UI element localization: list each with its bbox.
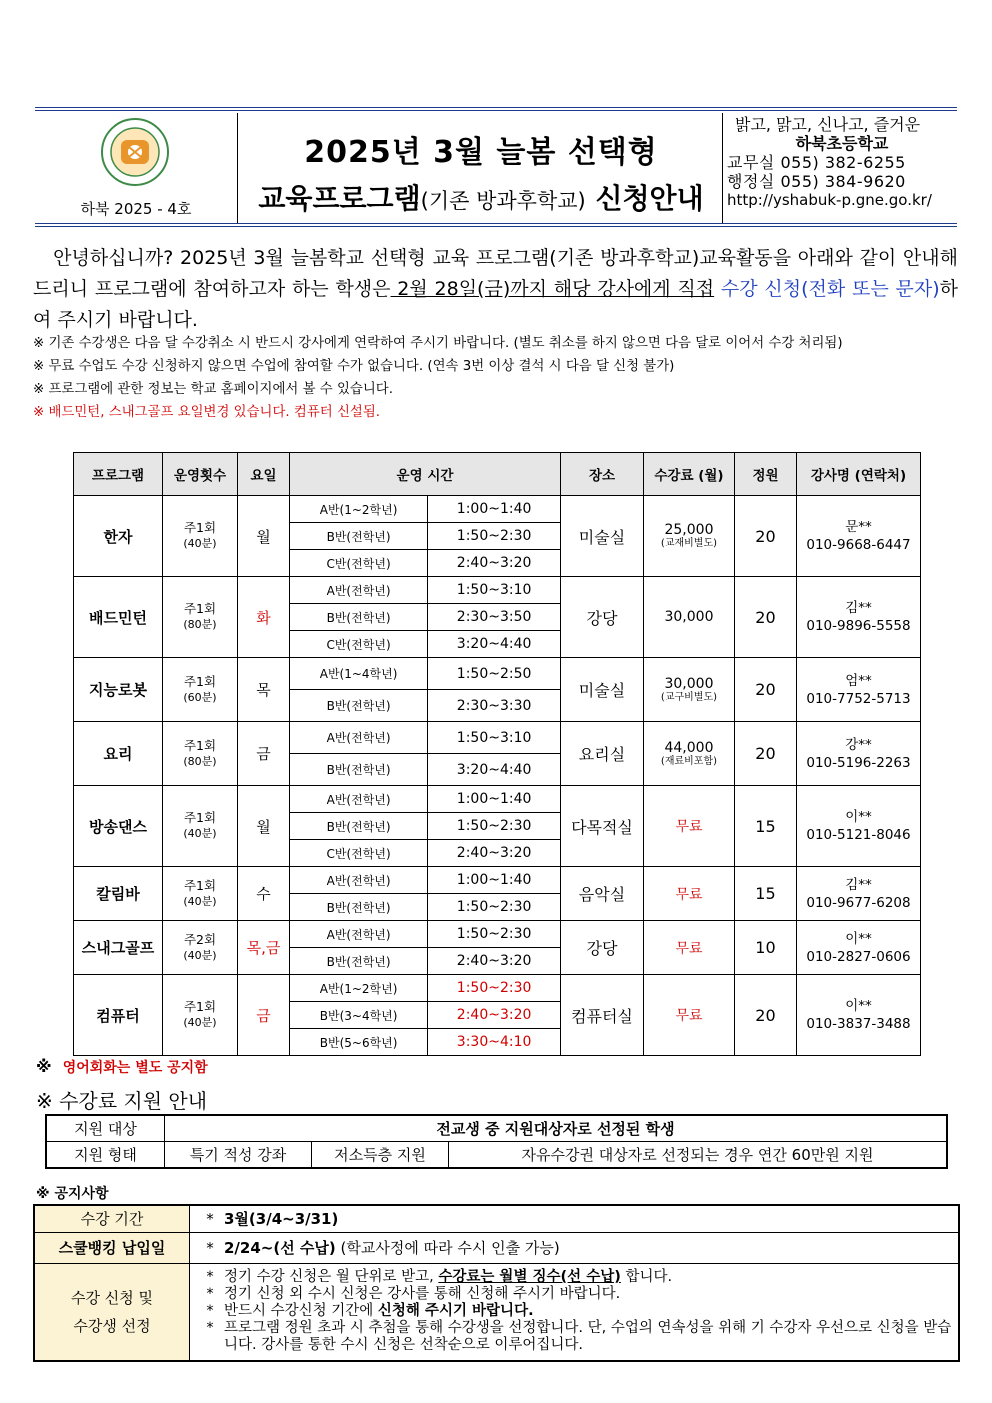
class-group: B반(전학년)	[290, 813, 428, 840]
table-row	[74, 496, 921, 523]
class-time: 1:50~2:30	[428, 921, 561, 948]
duration-label: (40분)	[183, 1016, 217, 1029]
class-time: 1:50~3:10	[428, 722, 561, 754]
teacher-phone[interactable]: 010-9677-6208	[806, 894, 911, 911]
class-time: 2:40~3:20	[428, 840, 561, 867]
program-place: 음악실	[560, 867, 643, 921]
program-day: 월	[238, 786, 290, 867]
class-group: A반(전학년)	[290, 722, 428, 754]
bullet-star: *	[206, 1320, 214, 1337]
class-group: A반(1~2학년)	[290, 975, 428, 1002]
class-time: 3:20~4:40	[428, 631, 561, 658]
frequency-label: 주1회	[183, 601, 217, 616]
col-header-teacher: 강사명 (연락처)	[796, 453, 920, 496]
program-frequency	[163, 975, 238, 1056]
program-day: 월	[238, 496, 290, 577]
fee-note: (교구비별도)	[660, 691, 718, 703]
program-name: 배드민턴	[74, 577, 163, 658]
teacher-phone[interactable]: 010-2827-0606	[806, 948, 911, 965]
program-place: 강당	[560, 921, 643, 975]
program-name: 칼림바	[74, 867, 163, 921]
frequency-label: 주1회	[183, 810, 217, 825]
title-line-1: 2025년 3월 늘봄 선택형	[304, 135, 658, 170]
school-motto: 밝고, 맑고, 신나고, 즐거운	[735, 115, 921, 134]
support-table	[45, 1114, 948, 1169]
registration-item	[196, 1286, 952, 1303]
fee-amount: 25,000	[664, 522, 714, 538]
table-header-row	[74, 453, 921, 496]
header-title-cell	[240, 113, 723, 223]
bullet-star: *	[206, 1286, 214, 1303]
support-target-label: 지원 대상	[46, 1115, 165, 1142]
class-time: 2:40~3:20	[428, 948, 561, 975]
col-header-place: 장소	[560, 453, 643, 496]
program-teacher	[796, 496, 920, 577]
phone-teachers-office: 교무실 055) 382-6255	[727, 153, 906, 172]
program-name: 방송댄스	[74, 786, 163, 867]
frequency-label: 주1회	[183, 877, 217, 893]
fee-amount: 무료	[675, 1008, 703, 1024]
col-header-time: 운영 시간	[290, 453, 561, 496]
period-value: * 3월(3/4~3/31)	[190, 1205, 960, 1232]
teacher-name: 강**	[845, 736, 872, 753]
registration-item	[196, 1269, 952, 1286]
class-group: B반(전학년)	[290, 523, 428, 550]
program-capacity: 20	[734, 577, 796, 658]
program-teacher	[796, 975, 920, 1056]
class-time: 2:40~3:20	[428, 550, 561, 577]
notice-line-red: ※ 배드민턴, 스내그골프 요일변경 있습니다. 컴퓨터 신설됨.	[33, 405, 381, 420]
table-row	[74, 921, 921, 948]
table-row	[74, 867, 921, 894]
program-fee	[643, 577, 734, 658]
notice-line-1: ※ 기존 수강생은 다음 달 수강취소 시 반드시 강사에게 연락하여 주시기 바랍니다. (별도 취소를 하지 않으면 다음 달로 이어서 수강 처리됨)	[33, 336, 843, 351]
program-teacher	[796, 577, 920, 658]
class-time: 1:50~2:30	[428, 894, 561, 921]
program-day: 목	[238, 658, 290, 722]
teacher-name: 문**	[845, 519, 872, 535]
program-place: 강당	[560, 577, 643, 658]
header-school-info	[727, 115, 957, 210]
registration-item	[196, 1303, 952, 1320]
program-frequency	[163, 786, 238, 867]
header-logo-cell	[35, 113, 238, 223]
program-fee	[643, 867, 734, 921]
support-type-2: 저소득층 지원	[312, 1142, 449, 1169]
notice-table	[33, 1204, 960, 1362]
program-frequency	[163, 722, 238, 786]
teacher-name: 이**	[845, 930, 872, 947]
document-number: 하북 2025 - 4호	[80, 200, 192, 218]
frequency-label: 주1회	[183, 673, 217, 689]
col-header-day: 요일	[238, 453, 290, 496]
program-frequency	[163, 658, 238, 722]
program-day: 목,금	[238, 921, 290, 975]
program-place: 미술실	[560, 658, 643, 722]
program-fee	[643, 975, 734, 1056]
program-place: 미술실	[560, 496, 643, 577]
class-group: C반(전학년)	[290, 550, 428, 577]
program-capacity: 15	[734, 786, 796, 867]
duration-label: (40분)	[183, 894, 217, 908]
teacher-name: 이**	[845, 809, 872, 825]
period-label: 수강 기간	[34, 1205, 190, 1232]
program-place: 다목적실	[560, 786, 643, 867]
program-fee	[643, 722, 734, 786]
registration-item-text: 반드시 수강신청 기간에 신청해 주시기 바랍니다.	[224, 1303, 534, 1320]
class-group: A반(전학년)	[290, 921, 428, 948]
class-group: B반(3~4학년)	[290, 1002, 428, 1029]
fee-note: (재료비포함)	[660, 755, 718, 767]
support-row-target	[46, 1115, 947, 1142]
class-time: 1:50~2:30	[428, 975, 561, 1002]
duration-label: (40분)	[183, 827, 217, 840]
class-group: B반(전학년)	[290, 894, 428, 921]
class-time: 2:40~3:20	[428, 1002, 561, 1029]
support-type-1: 특기 적성 강좌	[165, 1142, 312, 1169]
fee-amount: 44,000	[664, 739, 714, 756]
frequency-label: 주1회	[183, 999, 217, 1014]
bullet-star: *	[206, 1303, 214, 1320]
intro-paragraph: 안녕하십니까? 2025년 3월 늘봄학교 선택형 교육 프로그램(기존 방과후학교)교육활동을 아래와 같이 안내해 드리니 프로그램에 참여하고자 하는 학생은 2월 28일(금)까지 해당 강사에게 직접 수강 신청(전화 또는 문자)하여 주시기 바랍니다.	[33, 247, 958, 331]
program-capacity: 20	[734, 496, 796, 577]
frequency-label: 주2회	[183, 931, 217, 947]
payment-value: * 2/24~(선 수납) (학교사정에 따라 수시 인출 가능)	[190, 1232, 960, 1263]
registration-label: 수강 신청 및 수강생 선정	[34, 1263, 190, 1361]
program-fee	[643, 658, 734, 722]
program-name: 지능로봇	[74, 658, 163, 722]
program-frequency	[163, 496, 238, 577]
program-fee	[643, 786, 734, 867]
program-name: 한자	[74, 496, 163, 577]
teacher-name: 김**	[845, 600, 872, 616]
fee-note: (교재비별도)	[660, 538, 718, 549]
program-capacity: 15	[734, 867, 796, 921]
class-group: B반(전학년)	[290, 604, 428, 631]
col-header-fee: 수강료 (월)	[643, 453, 734, 496]
teacher-phone[interactable]: 010-9668-6447	[806, 537, 911, 553]
class-time: 1:50~2:50	[428, 658, 561, 690]
fee-amount: 무료	[675, 819, 703, 835]
class-time: 1:50~2:30	[428, 813, 561, 840]
program-day: 금	[238, 722, 290, 786]
teacher-phone[interactable]: 010-5121-8046	[806, 827, 911, 843]
teacher-name: 엄**	[845, 672, 872, 689]
program-name: 컴퓨터	[74, 975, 163, 1056]
program-table	[73, 452, 921, 1056]
class-group: B반(전학년)	[290, 948, 428, 975]
program-place: 요리실	[560, 722, 643, 786]
class-group: C반(전학년)	[290, 840, 428, 867]
duration-label: (40분)	[183, 537, 217, 550]
class-group: A반(1~2학년)	[290, 496, 428, 523]
program-day: 화	[238, 577, 290, 658]
program-name: 요리	[74, 722, 163, 786]
class-time: 1:00~1:40	[428, 786, 561, 813]
col-header-program: 프로그램	[74, 453, 163, 496]
class-time: 1:50~2:30	[428, 523, 561, 550]
class-group: B반(5~6학년)	[290, 1029, 428, 1056]
duration-label: (80분)	[183, 618, 217, 631]
program-teacher	[796, 867, 920, 921]
registration-item-text: 정기 수강 신청은 월 단위로 받고, 수강료는 월별 징수(선 수납) 합니다.	[224, 1269, 673, 1286]
program-capacity: 10	[734, 921, 796, 975]
notice-line-3: ※ 프로그램에 관한 정보는 학교 홈페이지에서 볼 수 있습니다.	[33, 382, 393, 397]
program-fee	[643, 921, 734, 975]
duration-label: (60분)	[183, 690, 217, 704]
fee-amount: 무료	[675, 886, 703, 903]
frequency-label: 주1회	[183, 520, 217, 535]
notice-row-payment	[34, 1232, 959, 1263]
table-row	[74, 577, 921, 604]
registration-item	[196, 1320, 952, 1354]
class-group: A반(전학년)	[290, 867, 428, 894]
class-time: 2:30~3:30	[428, 690, 561, 722]
support-type-label: 지원 형태	[46, 1142, 165, 1169]
program-frequency	[163, 577, 238, 658]
program-capacity: 20	[734, 975, 796, 1056]
table-row	[74, 786, 921, 813]
program-teacher	[796, 921, 920, 975]
class-group: A반(전학년)	[290, 577, 428, 604]
teacher-name: 이**	[845, 998, 872, 1014]
support-type-3: 자유수강권 대상자로 선정되는 경우 연간 60만원 지원	[449, 1142, 948, 1169]
class-group: A반(1~4학년)	[290, 658, 428, 690]
support-target-value: 전교생 중 지원대상자로 선정된 학생	[165, 1115, 948, 1142]
teacher-name: 김**	[845, 876, 872, 893]
program-teacher	[796, 658, 920, 722]
class-time: 1:00~1:40	[428, 867, 561, 894]
notice-row-registration	[34, 1263, 959, 1361]
table-row	[74, 975, 921, 1002]
program-place: 컴퓨터실	[560, 975, 643, 1056]
duration-label: (40분)	[183, 948, 217, 962]
support-heading: ※ 수강료 지원 안내	[36, 1089, 208, 1113]
class-group: A반(전학년)	[290, 786, 428, 813]
fee-amount: 무료	[675, 940, 703, 957]
notice-row-period	[34, 1205, 959, 1232]
class-time: 1:00~1:40	[428, 496, 561, 523]
registration-item-text: 정기 신청 외 수시 신청은 강사를 통해 신청해 주시기 바랍니다.	[224, 1286, 621, 1303]
class-time: 3:30~4:10	[428, 1029, 561, 1056]
program-day: 금	[238, 975, 290, 1056]
class-time: 2:30~3:50	[428, 604, 561, 631]
program-fee	[643, 496, 734, 577]
payment-label: 스쿨뱅킹 납입일	[34, 1232, 190, 1263]
class-time: 1:50~3:10	[428, 577, 561, 604]
title-line-2: 교육프로그램(기존 방과후학교) 신청안내	[258, 182, 704, 215]
program-name: 스내그골프	[74, 921, 163, 975]
notice-line-2: ※ 무료 수업도 수강 신청하지 않으면 수업에 참여할 수가 없습니다. (연속 3번 이상 결석 시 다음 달 신청 불가)	[33, 359, 675, 374]
class-group: C반(전학년)	[290, 631, 428, 658]
program-frequency	[163, 921, 238, 975]
class-group: B반(전학년)	[290, 754, 428, 786]
phone-admin-office: 행정실 055) 384-9620	[727, 172, 906, 191]
table-row	[74, 658, 921, 690]
teacher-phone[interactable]: 010-9896-5558	[806, 618, 911, 634]
class-group: B반(전학년)	[290, 690, 428, 722]
program-teacher	[796, 722, 920, 786]
col-header-capacity: 정원	[734, 453, 796, 496]
program-teacher	[796, 786, 920, 867]
col-header-frequency: 운영횟수	[163, 453, 238, 496]
support-row-type	[46, 1142, 947, 1169]
teacher-phone[interactable]: 010-3837-3488	[806, 1016, 911, 1032]
program-day: 수	[238, 867, 290, 921]
frequency-label: 주1회	[183, 737, 217, 753]
program-capacity: 20	[734, 658, 796, 722]
duration-label: (80분)	[183, 754, 217, 768]
fee-amount: 30,000	[664, 675, 714, 692]
teacher-phone[interactable]: 010-5196-2263	[806, 754, 911, 771]
school-name: 하북초등학교	[795, 134, 889, 153]
fee-amount: 30,000	[664, 609, 714, 625]
registration-value	[190, 1263, 960, 1361]
english-note: ※ 영어회화는 별도 공지함	[36, 1057, 208, 1076]
program-frequency	[163, 867, 238, 921]
teacher-phone[interactable]: 010-7752-5713	[806, 690, 911, 707]
registration-item-text: 프로그램 정원 초과 시 추첨을 통해 수강생을 선정합니다. 단, 수업의 연속성을 위해 기 수강자 우선으로 신청을 받습니다. 강사를 통한 수시 신청은 선착순으로 이루어집니다.	[224, 1320, 952, 1354]
program-capacity: 20	[734, 722, 796, 786]
notice-heading: ※ 공지사항	[36, 1186, 109, 1202]
school-homepage-link[interactable]: http://yshabuk-p.gne.go.kr/	[727, 191, 932, 209]
school-logo-icon	[100, 117, 170, 187]
bullet-star: *	[206, 1269, 214, 1286]
table-row	[74, 722, 921, 754]
class-time: 3:20~4:40	[428, 754, 561, 786]
